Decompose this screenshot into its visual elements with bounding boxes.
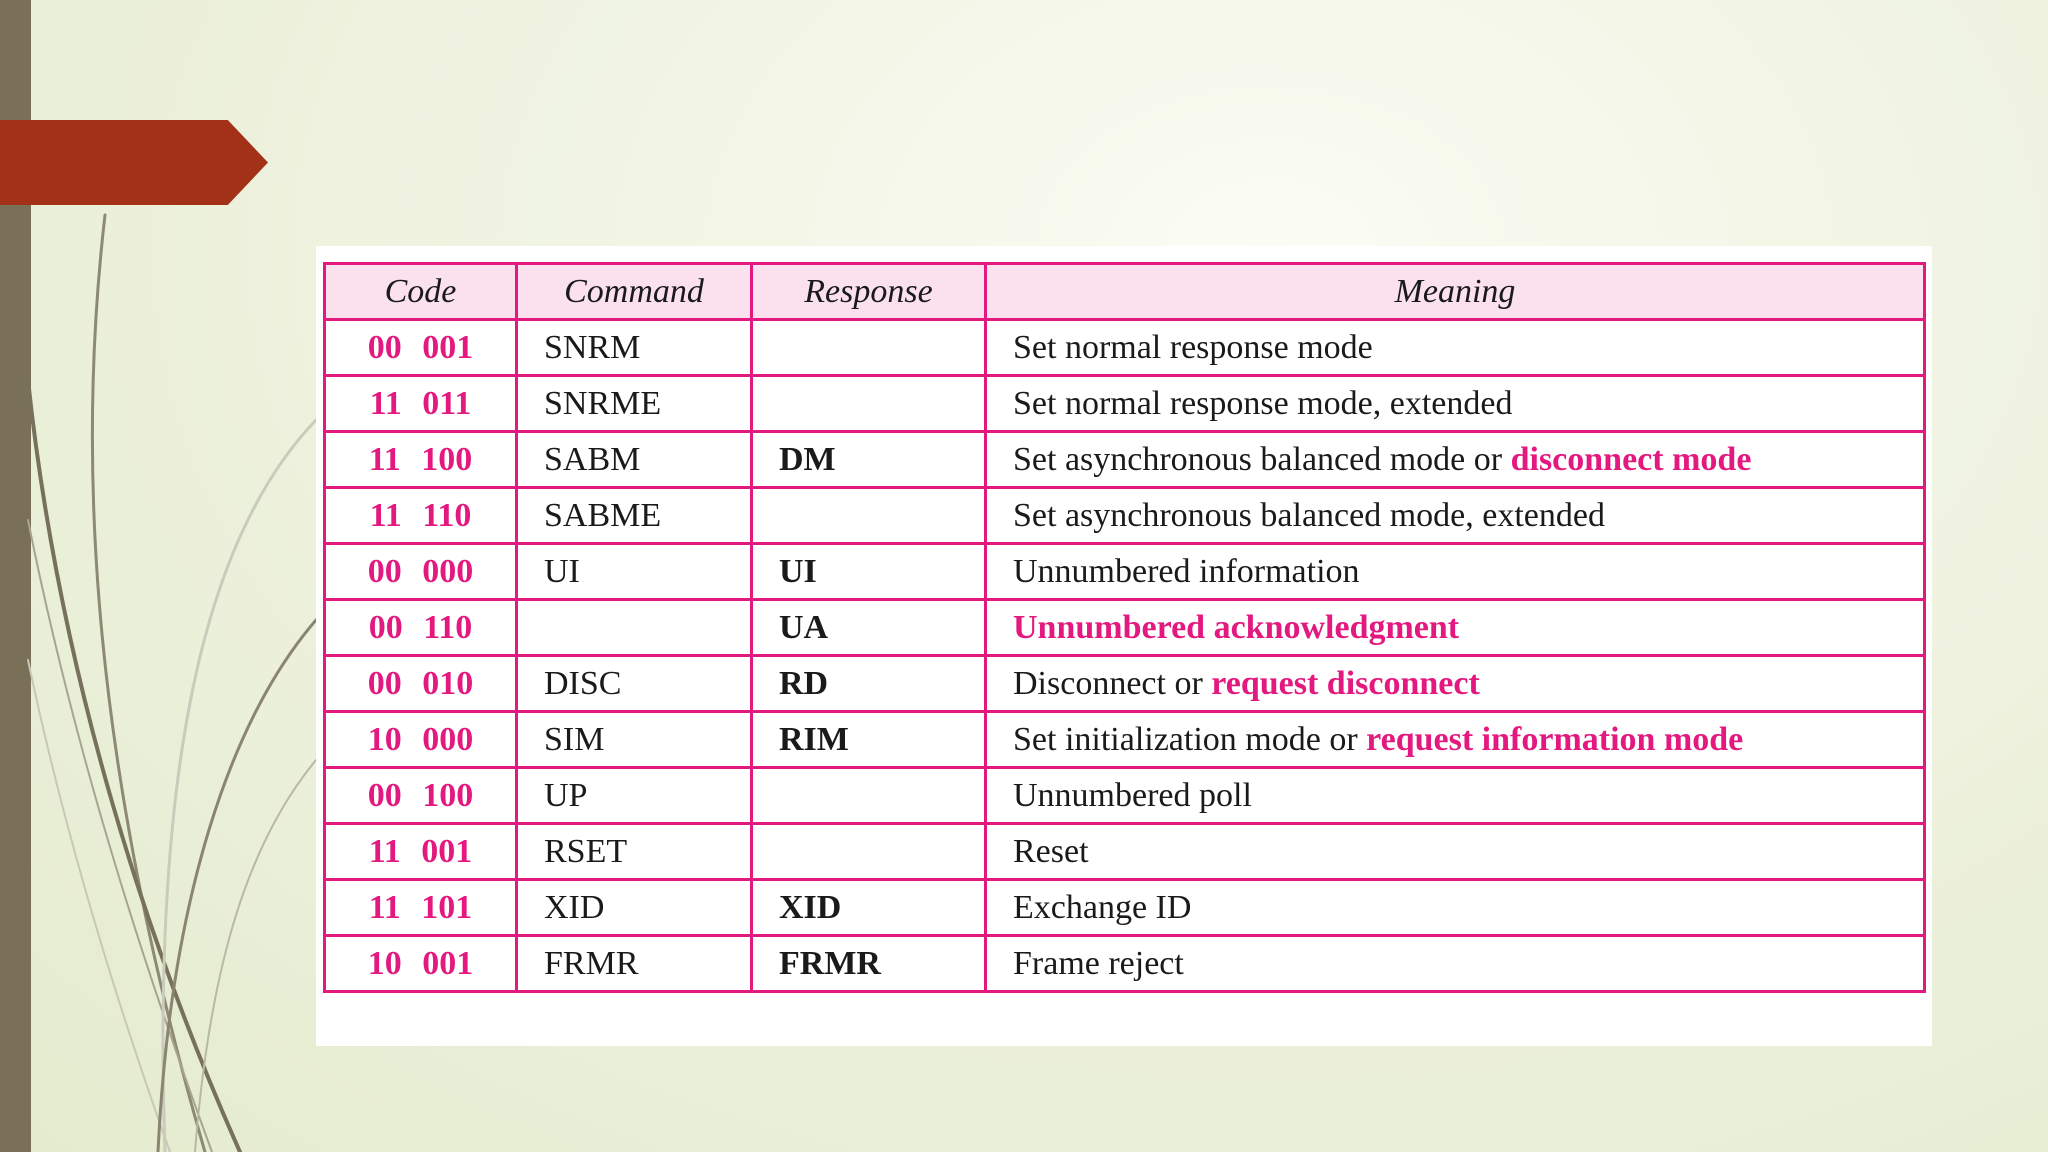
code-cell: 10 000 (325, 712, 517, 768)
meaning-highlight: request information mode (1366, 720, 1744, 758)
table-row (325, 376, 1925, 432)
meaning-text: Reset (1013, 832, 1089, 870)
response-cell: DM (752, 432, 986, 488)
command-cell: SIM (517, 712, 752, 768)
table-row (325, 600, 1925, 656)
meaning-cell (986, 656, 1925, 712)
meaning-highlight: disconnect mode (1510, 440, 1752, 478)
command-cell: SABM (517, 432, 752, 488)
code-cell: 10 001 (325, 936, 517, 992)
command-cell: UP (517, 768, 752, 824)
command-cell: DISC (517, 656, 752, 712)
code-cell: 11 101 (325, 880, 517, 936)
command-cell: SNRME (517, 376, 752, 432)
response-cell: RD (752, 656, 986, 712)
code-cell: 00 100 (325, 768, 517, 824)
grass-blade (28, 380, 240, 1152)
grass-blade (158, 620, 316, 1152)
header-code: Code (325, 264, 517, 320)
meaning-cell (986, 432, 1925, 488)
response-cell: FRMR (752, 936, 986, 992)
response-cell (752, 824, 986, 880)
command-cell: SNRM (517, 320, 752, 376)
meaning-cell (986, 600, 1925, 656)
meaning-text: Unnumbered poll (1013, 776, 1252, 814)
meaning-text: Set normal response mode, extended (1013, 384, 1513, 422)
meaning-cell (986, 880, 1925, 936)
title-arrow-tab (0, 120, 268, 205)
code-cell: 11 100 (325, 432, 517, 488)
table-row (325, 712, 1925, 768)
command-cell: XID (517, 880, 752, 936)
command-cell: RSET (517, 824, 752, 880)
meaning-cell (986, 488, 1925, 544)
command-cell: FRMR (517, 936, 752, 992)
table-row (325, 656, 1925, 712)
command-cell: SABME (517, 488, 752, 544)
meaning-cell (986, 544, 1925, 600)
command-cell (517, 600, 752, 656)
response-cell (752, 320, 986, 376)
meaning-text: Set normal response mode (1013, 328, 1373, 366)
code-cell: 00 010 (325, 656, 517, 712)
meaning-text: Frame reject (1013, 944, 1184, 982)
meaning-text: Set asynchronous balanced mode or (1013, 440, 1511, 478)
table-header-row (325, 264, 1925, 320)
table-row (325, 768, 1925, 824)
meaning-text: Set asynchronous balanced mode, extended (1013, 496, 1605, 534)
response-cell: XID (752, 880, 986, 936)
grass-blade (28, 520, 212, 1152)
frame-codes-table-card (316, 246, 1932, 1046)
code-cell: 00 000 (325, 544, 517, 600)
response-cell (752, 488, 986, 544)
meaning-highlight: request disconnect (1211, 664, 1480, 702)
grass-blade (163, 420, 316, 1152)
response-cell: UA (752, 600, 986, 656)
table-row (325, 824, 1925, 880)
meaning-cell (986, 768, 1925, 824)
meaning-highlight: Unnumbered acknowledgment (1013, 608, 1460, 646)
grass-blade (28, 660, 170, 1152)
table-row (325, 432, 1925, 488)
meaning-cell (986, 320, 1925, 376)
table-row (325, 880, 1925, 936)
table-row (325, 320, 1925, 376)
response-cell (752, 768, 986, 824)
header-meaning: Meaning (986, 264, 1925, 320)
response-cell (752, 376, 986, 432)
code-cell: 11 110 (325, 488, 517, 544)
response-cell: RIM (752, 712, 986, 768)
table-row (325, 936, 1925, 992)
grass-blade (92, 215, 205, 1152)
meaning-cell (986, 376, 1925, 432)
meaning-text: Set initialization mode or (1013, 720, 1367, 758)
meaning-text: Unnumbered information (1013, 552, 1360, 590)
grass-blade (195, 760, 316, 1152)
table-row (325, 488, 1925, 544)
code-cell: 11 001 (325, 824, 517, 880)
meaning-cell (986, 712, 1925, 768)
command-cell: UI (517, 544, 752, 600)
meaning-cell (986, 936, 1925, 992)
frame-codes-table (323, 262, 1926, 993)
code-cell: 11 011 (325, 376, 517, 432)
table-row (325, 544, 1925, 600)
header-command: Command (517, 264, 752, 320)
meaning-cell (986, 824, 1925, 880)
code-cell: 00 110 (325, 600, 517, 656)
code-cell: 00 001 (325, 320, 517, 376)
table-body (325, 320, 1925, 992)
meaning-text: Exchange ID (1013, 888, 1192, 926)
header-response: Response (752, 264, 986, 320)
meaning-text: Disconnect or (1013, 664, 1212, 702)
response-cell: UI (752, 544, 986, 600)
